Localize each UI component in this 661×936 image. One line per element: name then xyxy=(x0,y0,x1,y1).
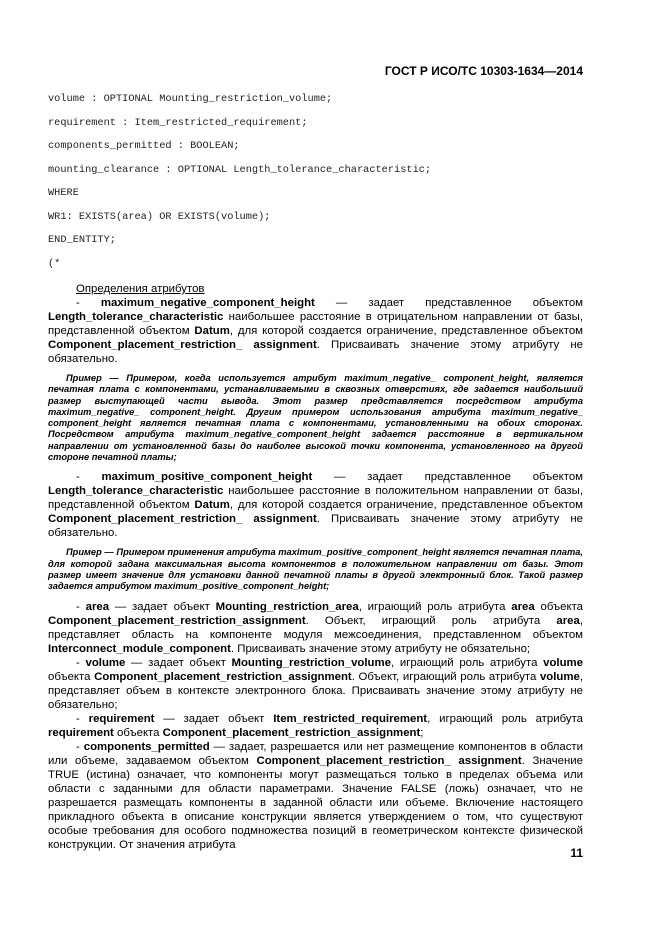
attribute-definition-area: - area — задает объект Mounting_restriction_area, играющий роль атрибута area объекта Component_placement_restriction_assignment. Объект, играющий роль атрибута area, представляет область на компоненте модуля межсоединения, представленном объектом Interconnect_module_component. Присваивать значение этому атрибуту не обязательно; xyxy=(48,600,584,655)
attribute-definition-max-positive: - maximum_positive_component_height — задает представленное объектом Length_tolerance_characteristic наибольшее расстояние в положительном направлении от базы, представленной объектом Datum, для которой создается ограничение, представленное объектом Component_placement_restriction_ assignment. Присваивать значение этому атрибуту не обязательно. xyxy=(48,471,583,540)
document-header: ГОСТ Р ИСО/ТС 10303-1634—2014 xyxy=(384,64,583,78)
attribute-definition-max-negative: - maximum_negative_component_height — задает представленное объектом Length_tolerance_characteristic наибольшее расстояние в отрицательном направлении от базы, представленной объектом Datum, для которой создается ограничение, представленное объектом Component_placement_restriction_ assignment. Присваивать значение этому атрибуту не обязательно. xyxy=(48,297,583,365)
document-body xyxy=(48,282,583,852)
example-note: Пример — Примером, когда используется атрибут maximum_negative_ component_height, является печатная плата с компонентами, устанавливаемыми в сквозных отверстиях, где задается наибольший размер выступающей части вывода. Этот размер представляется посредством атрибута maximum_negative_ component_height. Другим примером использования атрибута maximum_negative_ component_height является печатная плата с компонентами, установленными на обоих сторонах. Посредством атрибута maximum_negative_component_height задается расстояние в вертикальном направлении от установленной базы до наиболее высокой точки компонента, установленного на другой стороне печатной платы; xyxy=(48,373,583,463)
page-number: 11 xyxy=(570,846,583,860)
example-note: Пример — Примером применения атрибута maximum_positive_component_height является печатная плата, для которой задана максимальная высота компонентов в положительном направлении от базы. Этот размер имеет значение для установки данной печатной платы в другой электронный блок. Такой размер задается атрибутом maximum_positive_component_height; xyxy=(48,547,583,592)
code-line: WR1: EXISTS(area) OR EXISTS(volume); xyxy=(48,211,271,223)
code-line: (* xyxy=(48,258,61,270)
code-line: components_permitted : BOOLEAN; xyxy=(48,140,240,152)
code-line: mounting_clearance : OPTIONAL Length_tolerance_characteristic; xyxy=(48,164,432,176)
code-line: requirement : Item_restricted_requirement; xyxy=(48,117,308,129)
code-line: END_ENTITY; xyxy=(48,234,116,246)
attribute-definition-volume: - volume — задает объект Mounting_restriction_volume, играющий роль атрибута volume объекта Component_placement_restriction_assignment. Объект, играющий роль атрибута volume, представляет объем в контексте электронного блока. Присваивать значение этому атрибуту не обязательно; xyxy=(48,656,583,711)
code-line: WHERE xyxy=(48,187,79,199)
code-line: volume : OPTIONAL Mounting_restriction_volume; xyxy=(48,93,333,105)
attribute-definition-requirement: - requirement — задает объект Item_restricted_requirement, играющий роль атрибута requirement объекта Component_placement_restriction_assignment; xyxy=(48,712,583,739)
section-heading: Определения атрибутов xyxy=(76,283,205,295)
attribute-definition-components-permitted: - components_permitted — задает, разрешается или нет размещение компонентов в области или объеме, задаваемом объектом Component_placement_restriction_ assignment. Значение TRUE (истина) означает, что компоненты могут размещаться только в пределах объема или области с заданными для области параметрами. Значение FALSE (ложь) означает, что не разрешается размещать компоненты в заданной области или объеме. Включение настоящего прикладного объекта в описание конструкции является утверждением о том, что существуют особые требования для особого подмножества позиций в геометрическом контексте физической конструкции. От значения атрибута xyxy=(48,740,583,851)
